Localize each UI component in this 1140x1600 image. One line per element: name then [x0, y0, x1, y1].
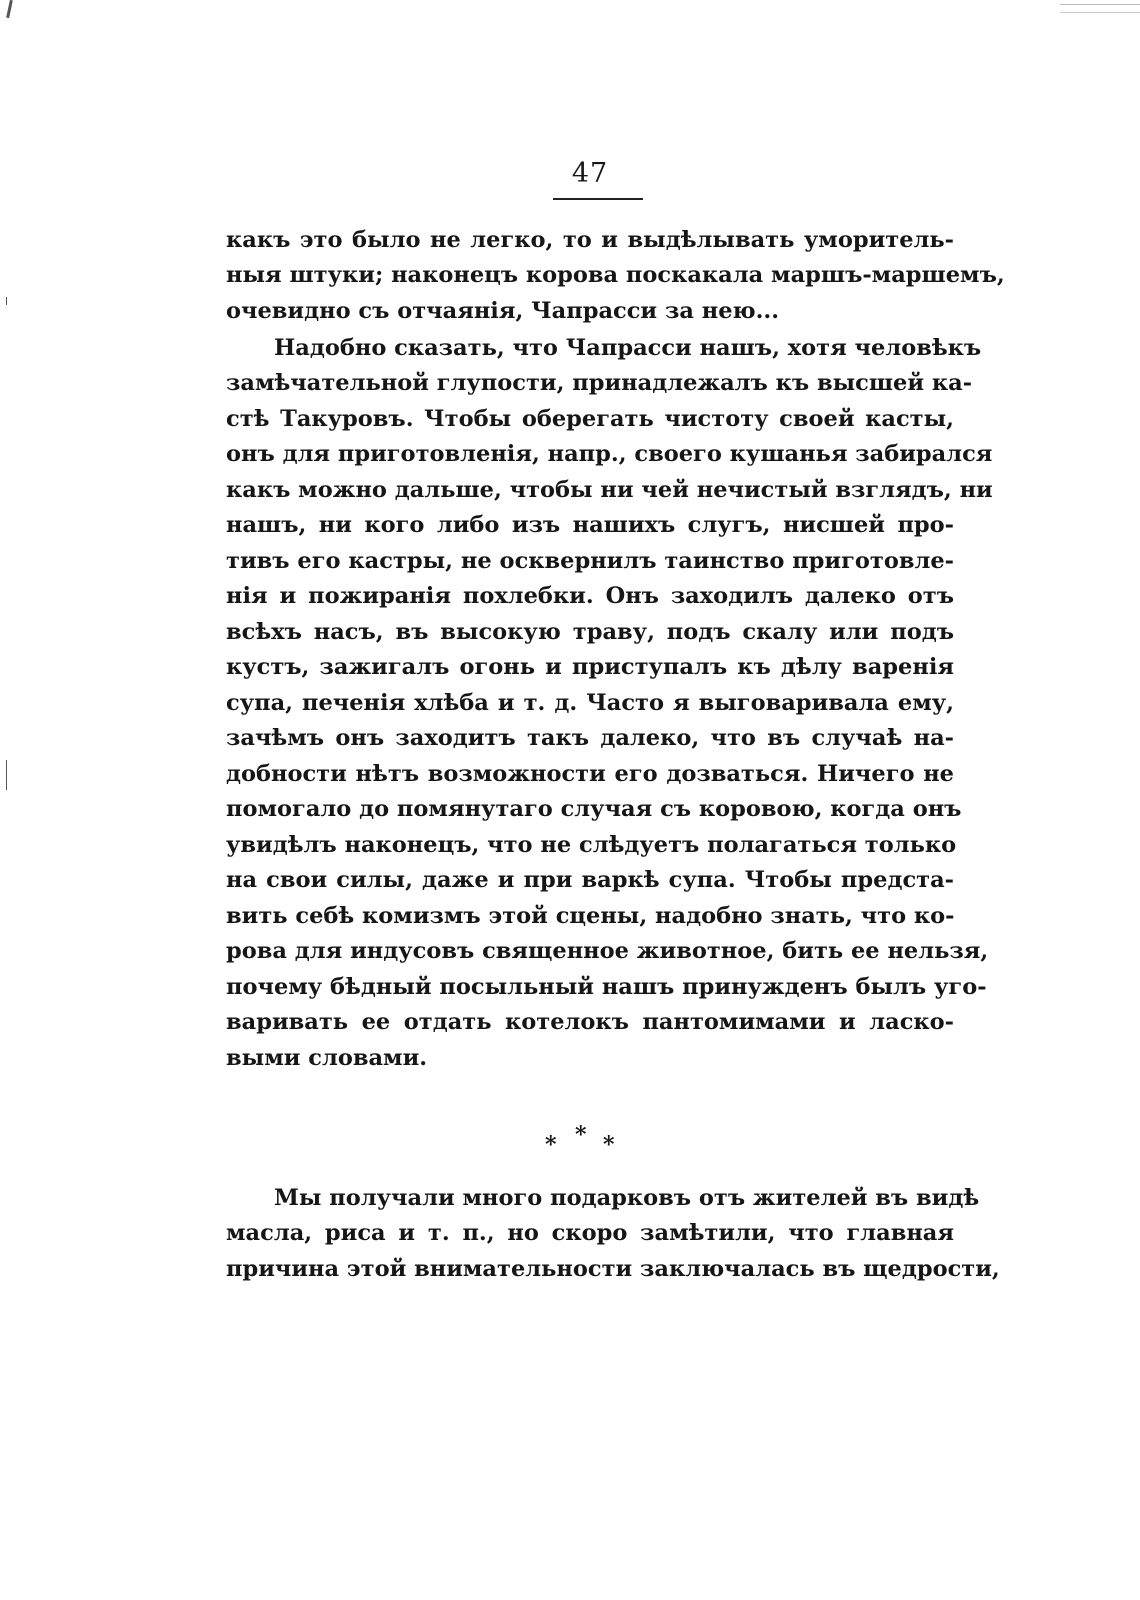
page-number: 47	[571, 158, 609, 189]
text-line: кустъ, зажигалъ огонь и приступалъ къ дѣлу варенія	[226, 654, 954, 680]
text-line: варивать ее отдать котелокъ пантомимами и ласко-	[226, 1009, 954, 1035]
page-number-rule	[553, 198, 643, 200]
scan-mark	[1060, 12, 1140, 13]
text-line: какъ это было не легко, то и выдѣлывать уморитель-	[226, 227, 954, 253]
asterism-star: *	[545, 1132, 557, 1158]
text-line: рова для индусовъ священное животное, бить ее нельзя,	[226, 938, 989, 964]
text-line: замѣчательной глупости, принадлежалъ къ высшей ка-	[226, 370, 973, 396]
scan-mark	[1060, 4, 1140, 5]
text-line: ныя штуки; наконецъ корова поскакала маршъ-маршемъ,	[226, 262, 1005, 288]
asterism-star: *	[603, 1132, 615, 1158]
text-line: нія и пожиранія похлебки. Онъ заходилъ далеко отъ	[226, 583, 954, 609]
text-line: добности нѣтъ возможности его дозваться. Ничего не	[226, 761, 954, 787]
scan-mark	[6, 760, 7, 790]
text-line: выми словами.	[226, 1045, 428, 1071]
text-line: помогало до помянутаго случая съ коровою, когда онъ	[226, 796, 962, 822]
text-line: супа, печенія хлѣба и т. д. Часто я выговаривала ему,	[226, 690, 954, 716]
text-line: увидѣлъ наконецъ, что не слѣдуетъ полагаться только	[226, 832, 957, 858]
text-line: стѣ Такуровъ. Чтобы оберегать чистоту своей касты,	[226, 406, 954, 432]
text-line: вить себѣ комизмъ этой сцены, надобно знать, что ко-	[226, 903, 955, 929]
text-line: Надобно сказать, что Чапрасси нашъ, хотя человѣкъ	[274, 335, 982, 361]
text-line: на свои силы, даже и при варкѣ супа. Чтобы предста-	[226, 867, 954, 893]
text-line: нашъ, ни кого либо изъ нашихъ слугъ, нисшей про-	[226, 512, 954, 538]
text-line: Мы получали много подарковъ отъ жителей въ видѣ	[274, 1185, 980, 1211]
text-line: очевидно съ отчаянія, Чапрасси за нею...	[226, 298, 780, 324]
asterism-star: *	[575, 1122, 587, 1148]
text-line: всѣхъ насъ, въ высокую траву, подъ скалу или подъ	[226, 619, 954, 645]
text-line: почему бѣдный посыльный нашъ принужденъ былъ уго-	[226, 974, 987, 1000]
text-line: тивъ его кастры, не осквернилъ таинство приготовле-	[226, 548, 954, 574]
text-line: причина этой внимательности заключалась въ щедрости,	[226, 1256, 1000, 1282]
text-line: зачѣмъ онъ заходитъ такъ далеко, что въ случаѣ на-	[226, 725, 954, 751]
text-line: масла, риса и т. п., но скоро замѣтили, что главная	[226, 1220, 954, 1246]
text-line: онъ для приготовленія, напр., своего кушанья забирался	[226, 441, 993, 467]
section-break	[545, 1122, 635, 1162]
scan-mark	[6, 0, 13, 18]
scan-mark	[6, 297, 7, 305]
text-line: какъ можно дальше, чтобы ни чей нечистый взглядъ, ни	[226, 477, 993, 503]
